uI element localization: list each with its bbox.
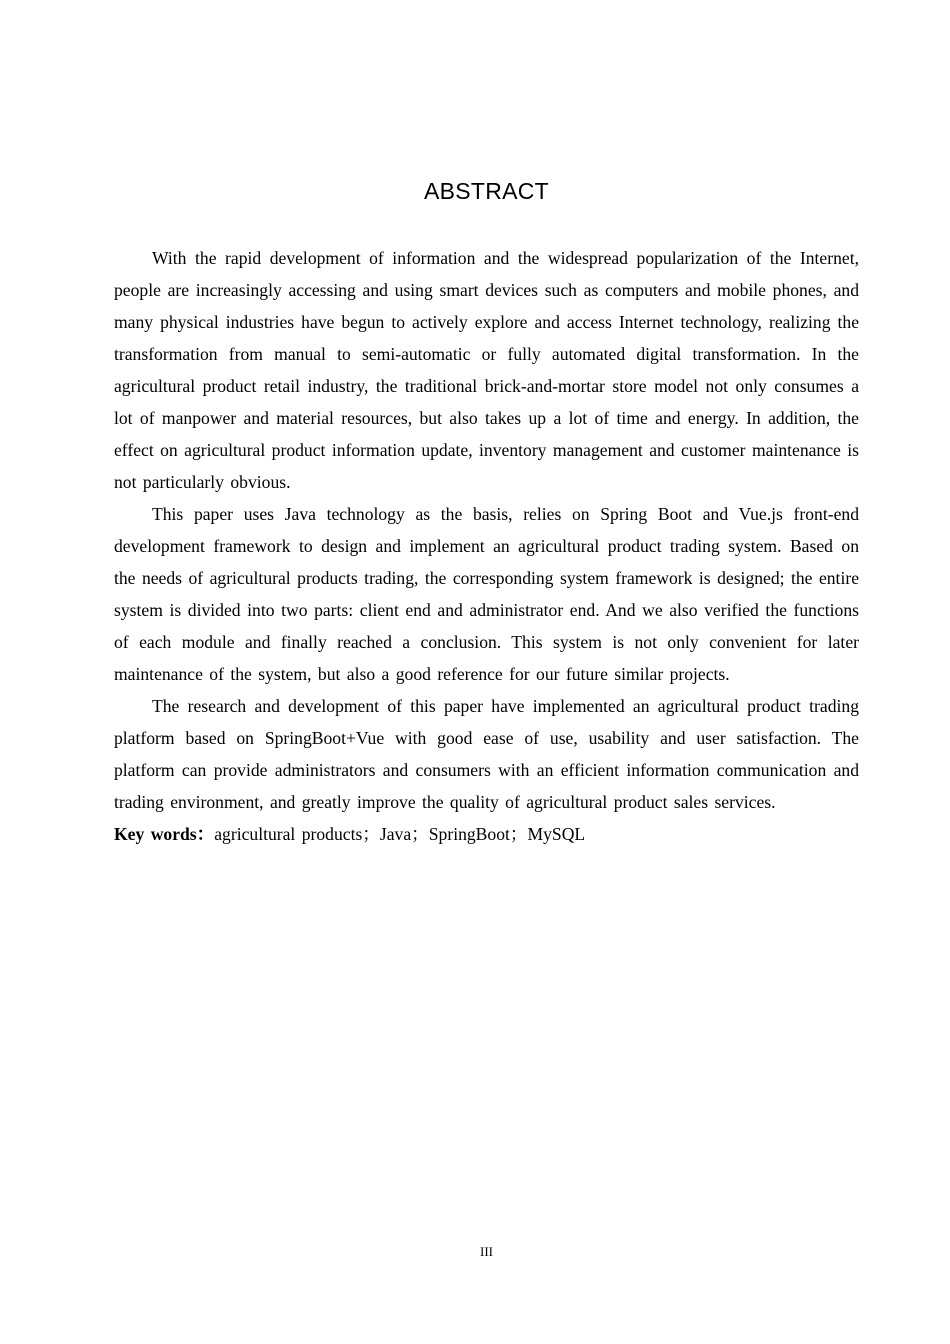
abstract-body bbox=[114, 242, 859, 850]
keywords-label: Key words： bbox=[114, 824, 215, 844]
abstract-paragraph-3: The research and development of this paper have implemented an agricultural product trading platform based on SpringBoot+Vue with good ease of use, usability and user satisfaction. The platform can provide administrators and consumers with an efficient information communication and trading environment, and greatly improve the quality of agricultural product sales services. bbox=[114, 696, 859, 812]
abstract-paragraph-1: With the rapid development of information and the widespread popularization of the Internet, people are increasingly accessing and using smart devices such as computers and mobile phones, and many physical industries have begun to actively explore and access Internet technology, realizing the transformation from manual to semi-automatic or fully automated digital transformation. In the agricultural product retail industry, the traditional brick-and-mortar store model not only consumes a lot of manpower and material resources, but also takes up a lot of time and energy. In addition, the effect on agricultural product information update, inventory management and customer maintenance is not particularly obvious. bbox=[114, 248, 859, 492]
abstract-title: ABSTRACT bbox=[423, 178, 550, 204]
keywords-text: agricultural products；Java；SpringBoot；MySQL bbox=[214, 824, 586, 844]
keywords-line bbox=[114, 818, 859, 850]
abstract-paragraph-2: This paper uses Java technology as the basis, relies on Spring Boot and Vue.js front-end development framework to design and implement an agricultural product trading system. Based on the needs of agricultural products trading, the corresponding system framework is designed; the entire system is divided into two parts: client end and administrator end. And we also verified the functions of each module and finally reached a conclusion. This system is not only convenient for later maintenance of the system, but also a good reference for our future similar projects. bbox=[114, 504, 859, 684]
page-number: III bbox=[480, 1244, 493, 1259]
